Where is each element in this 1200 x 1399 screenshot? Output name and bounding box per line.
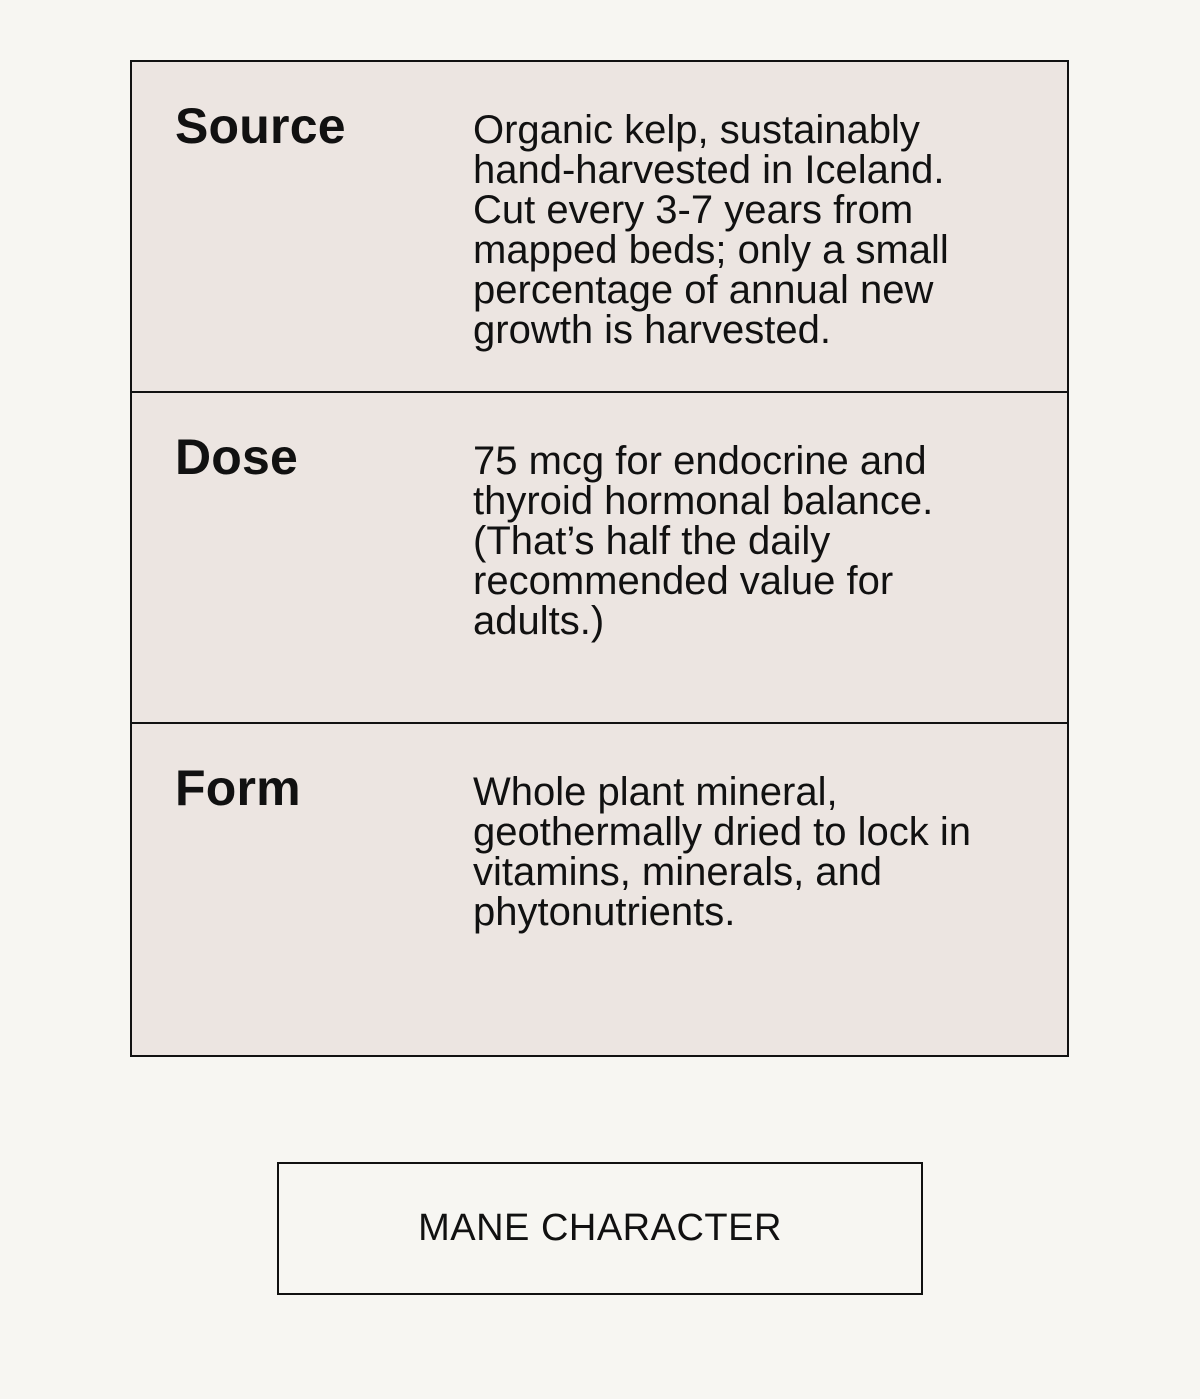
form-description: Whole plant mineral, geothermally dried to lock in vitamins, minerals, and phytonutrients. (473, 770, 972, 934)
product-details-table (130, 60, 1069, 1057)
source-label: Source (175, 98, 346, 154)
details-row-dose (132, 393, 1067, 724)
dose-label: Dose (175, 429, 299, 485)
details-row-form (132, 724, 1067, 1055)
source-description: Organic kelp, sustainably hand-harvested in Iceland. Cut every 3-7 years from mapped beds; only a small percentage of annual new growth is harvested. (473, 108, 949, 352)
details-row-source (132, 62, 1067, 393)
form-label: Form (175, 760, 301, 816)
dose-description: 75 mcg for endocrine and thyroid hormonal balance. (That’s half the daily recommended value for adults.) (473, 439, 934, 643)
mane-character-button[interactable]: MANE CHARACTER (277, 1162, 923, 1295)
